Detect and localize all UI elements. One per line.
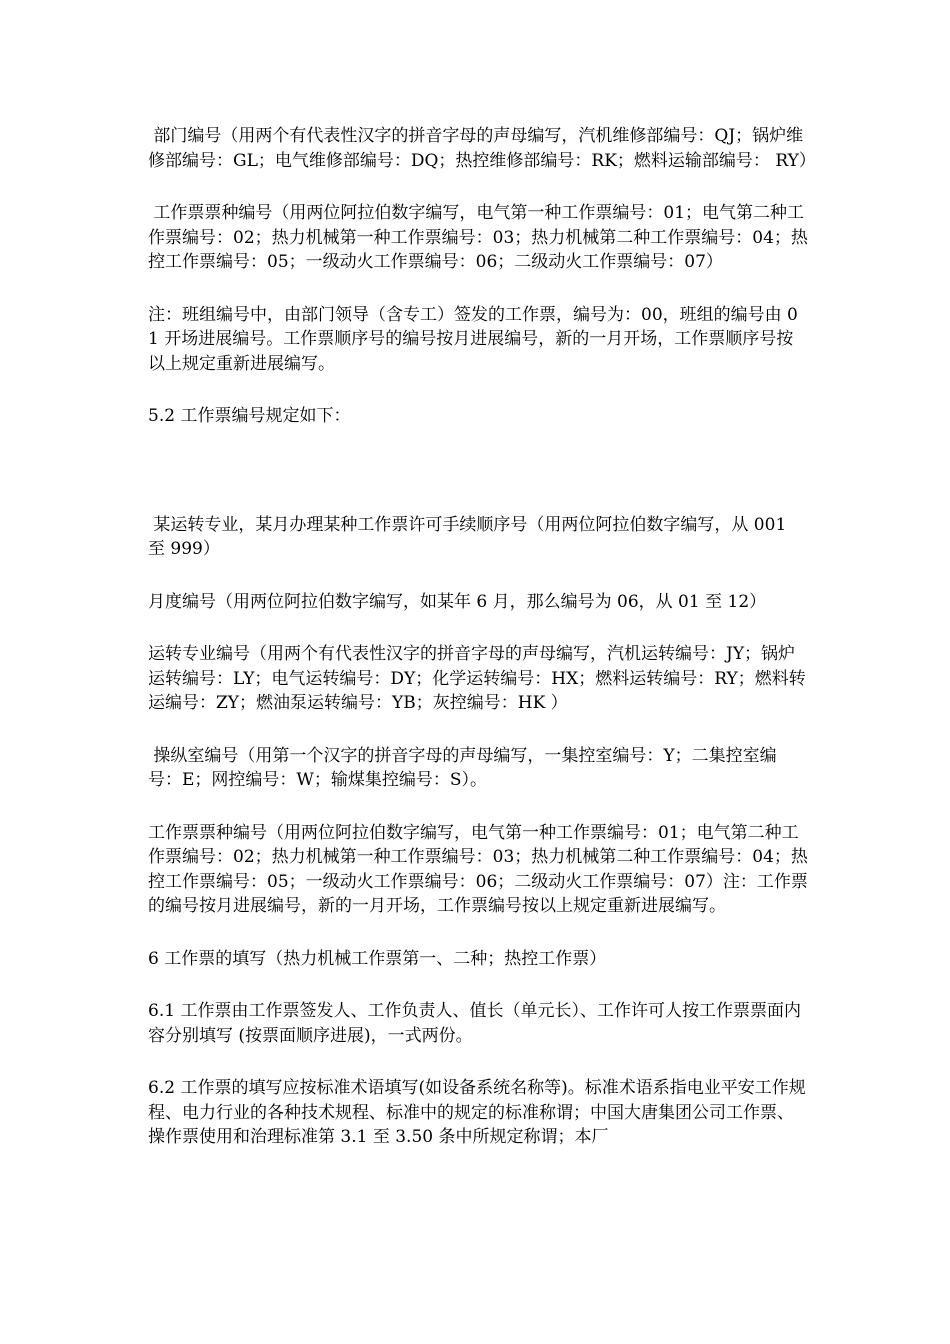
- paragraph-note-team-code: 注：班组编号中，由部门领导（含专工）签发的工作票，编号为：00，班组的编号由 01 开场进展编号。工作票顺序号的编号按月进展编号，新的一月开场，工作票顺序号按以上规定重新进展编写。: [148, 304, 798, 374]
- section-heading-5-2: 5.2 工作票编号规定如下：: [148, 406, 351, 426]
- document-page: [148, 124, 816, 1150]
- paragraph-ticket-type-code: 工作票票种编号（用两位阿拉伯数字编写，电气第一种工作票编号：01；电气第二种工作票编号：02；热力机械第一种工作票编号：03；热力机械第二种工作票编号：04；热控工作票编号：05；一级动火工作票编号：06；二级动火工作票编号：07）: [148, 203, 808, 272]
- paragraph-6-2: 6.2 工作票的填写应按标准术语填写(如设备系统名称等)。标准术语系指电业平安工作规程、电力行业的各种技术规程、标准中的规定的标准称谓；中国大唐集团公司工作票、操作票使用和治理标准第 3.1 至 3.50 条中所规定称谓；本厂: [148, 1078, 806, 1147]
- paragraph-operation-code: 运转专业编号（用两个有代表性汉字的拼音字母的声母编写，汽机运转编号：JY；锅炉运转编号：LY；电气运转编号：DY；化学运转编号：HX；燃料运转编号：RY；燃料转运编号：ZY；燃油泵运转编号：YB；灰控编号：HK ）: [148, 644, 806, 713]
- paragraph-month-code: 月度编号（用两位阿拉伯数字编写，如某年 6 月，那么编号为 06，从 01 至 12）: [148, 591, 767, 612]
- paragraph-sequence-number: 某运转专业，某月办理某种工作票许可手续顺序号（用两位阿拉伯数字编写，从 001 至 999）: [148, 514, 792, 559]
- paragraph-dept-code: 部门编号（用两个有代表性汉字的拼音字母的声母编写，汽机维修部编号：QJ；锅炉维修部编号：GL；电气维修部编号：DQ；热控维修部编号：RK；燃料运输部编号： RY）: [148, 126, 816, 171]
- paragraph-6-1: 6.1 工作票由工作票签发人、工作负责人、值长（单元长）、工作许可人按工作票票面内容分别填写 (按票面顺序进展)，一式两份。: [148, 1001, 801, 1046]
- paragraph-control-room-code: 操纵室编号（用第一个汉字的拼音字母的声母编写，一集控室编号：Y；二集控室编号：E；网控编号：W；输煤集控编号：S）。: [148, 745, 777, 790]
- section-heading-6: 6 工作票的填写（热力机械工作票第一、二种；热控工作票）: [148, 948, 607, 969]
- paragraph-ticket-type-code-2: 工作票票种编号（用两位阿拉伯数字编写，电气第一种工作票编号：01；电气第二种工作票编号：02；热力机械第一种工作票编号：03；热力机械第二种工作票编号：04；热控工作票编号：05；一级动火工作票编号：06；二级动火工作票编号：07）注：工作票的编号按月进展编号，新的一月开场，工作票编号按以上规定重新进展编写。: [148, 822, 808, 916]
